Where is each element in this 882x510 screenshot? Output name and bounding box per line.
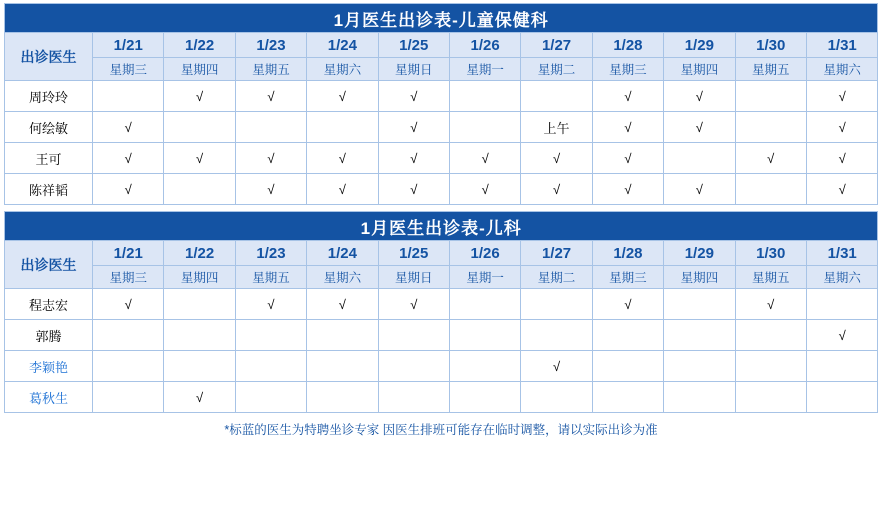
table-2-weekday-3: 星期六 [307, 266, 378, 289]
schedule-cell [735, 112, 806, 143]
footnote: *标蓝的医生为特聘坐诊专家 因医生排班可能存在临时调整，请以实际出诊为准 [224, 423, 658, 437]
schedule-cell: √ [521, 174, 592, 205]
schedule-cell [735, 174, 806, 205]
schedule-cell [592, 351, 663, 382]
table-1-weekday-7: 星期三 [592, 58, 663, 81]
schedule-cell: √ [806, 143, 878, 174]
table-2-date-3: 1/24 [307, 241, 378, 266]
table-2-date-5: 1/26 [449, 241, 520, 266]
schedule-cell: √ [592, 112, 663, 143]
schedule-cell [592, 320, 663, 351]
schedule-cell: √ [592, 289, 663, 320]
table-1-date-5: 1/26 [449, 33, 520, 58]
table-2-date-6: 1/27 [521, 241, 592, 266]
schedule-cell [235, 351, 306, 382]
schedule-cell [449, 112, 520, 143]
schedule-cell: √ [307, 289, 378, 320]
table-1-date-7: 1/28 [592, 33, 663, 58]
table-1-date-0: 1/21 [93, 33, 164, 58]
table-2-date-1: 1/22 [164, 241, 235, 266]
schedule-cell [307, 320, 378, 351]
schedule-cell: √ [307, 174, 378, 205]
schedule-cell: √ [235, 174, 306, 205]
schedule-cell: √ [806, 81, 878, 112]
schedule-cell [806, 289, 878, 320]
table-2-date-9: 1/30 [735, 241, 806, 266]
schedule-cell [449, 81, 520, 112]
schedule-cell: √ [378, 81, 449, 112]
schedule-cell: √ [378, 143, 449, 174]
schedule-cell: √ [93, 112, 164, 143]
table-1-title: 1月医生出诊表-儿童保健科 [5, 4, 878, 33]
schedule-cell [806, 382, 878, 413]
table-1-name-header: 出诊医生 [5, 33, 93, 81]
schedule-cell [449, 382, 520, 413]
table-row [5, 382, 878, 413]
table-2-name-header: 出诊医生 [5, 241, 93, 289]
schedule-cell: √ [235, 289, 306, 320]
schedule-cell [164, 112, 235, 143]
schedule-cell [164, 351, 235, 382]
schedule-cell [235, 320, 306, 351]
table-2-weekday-4: 星期日 [378, 266, 449, 289]
schedule-cell: √ [449, 143, 520, 174]
schedule-cell: √ [664, 112, 735, 143]
schedule-cell: √ [521, 143, 592, 174]
schedule-cell: √ [164, 382, 235, 413]
doctor-name: 李颖艳 [5, 351, 93, 382]
schedule-cell: √ [592, 81, 663, 112]
schedule-cell: √ [164, 81, 235, 112]
doctor-name: 何绘敏 [5, 112, 93, 143]
schedule-cell: √ [93, 143, 164, 174]
table-2-header-weekdays [5, 266, 878, 289]
table-1-weekday-3: 星期六 [307, 58, 378, 81]
doctor-name: 陈祥韬 [5, 174, 93, 205]
table-row [5, 320, 878, 351]
schedule-cell: √ [806, 174, 878, 205]
table-2-weekday-1: 星期四 [164, 266, 235, 289]
table-2-title: 1月医生出诊表-儿科 [5, 212, 878, 241]
table-1-date-8: 1/29 [664, 33, 735, 58]
schedule-cell [164, 320, 235, 351]
schedule-cell: √ [592, 143, 663, 174]
table-2-weekday-2: 星期五 [235, 266, 306, 289]
schedule-cell: 上午 [521, 112, 592, 143]
schedule-cell: √ [806, 320, 878, 351]
schedule-cell [664, 382, 735, 413]
schedule-cell [164, 289, 235, 320]
table-1-date-6: 1/27 [521, 33, 592, 58]
table-2-date-0: 1/21 [93, 241, 164, 266]
table-1-date-4: 1/25 [378, 33, 449, 58]
schedule-cell [735, 351, 806, 382]
schedule-cell: √ [235, 143, 306, 174]
schedule-cell [735, 320, 806, 351]
table-1-weekday-2: 星期五 [235, 58, 306, 81]
schedule-table-1 [4, 3, 878, 205]
table-1-weekday-4: 星期日 [378, 58, 449, 81]
schedule-cell [93, 320, 164, 351]
schedule-cell [307, 382, 378, 413]
table-row [5, 174, 878, 205]
schedule-cell [664, 143, 735, 174]
table-2-weekday-6: 星期二 [521, 266, 592, 289]
table-2-title-row [5, 212, 878, 241]
table-2-weekday-7: 星期三 [592, 266, 663, 289]
schedule-cell [521, 382, 592, 413]
table-row [5, 112, 878, 143]
table-2-weekday-8: 星期四 [664, 266, 735, 289]
table-row [5, 351, 878, 382]
schedule-cell [806, 351, 878, 382]
schedule-cell [521, 81, 592, 112]
table-2-date-2: 1/23 [235, 241, 306, 266]
schedule-cell [93, 81, 164, 112]
table-2-date-7: 1/28 [592, 241, 663, 266]
table-1-weekday-0: 星期三 [93, 58, 164, 81]
schedule-cell [521, 320, 592, 351]
schedule-cell: √ [521, 351, 592, 382]
table-row [5, 143, 878, 174]
table-2-date-8: 1/29 [664, 241, 735, 266]
schedule-cell [93, 351, 164, 382]
schedule-cell [664, 351, 735, 382]
schedule-cell [521, 289, 592, 320]
schedule-cell [449, 320, 520, 351]
doctor-name: 王可 [5, 143, 93, 174]
table-2-header-dates [5, 241, 878, 266]
table-1-date-2: 1/23 [235, 33, 306, 58]
schedule-cell: √ [735, 143, 806, 174]
schedule-cell [449, 289, 520, 320]
table-1-header-dates [5, 33, 878, 58]
schedule-cell [235, 112, 306, 143]
schedule-cell: √ [378, 112, 449, 143]
table-1-header-weekdays [5, 58, 878, 81]
schedule-cell [235, 382, 306, 413]
table-2-date-10: 1/31 [806, 241, 878, 266]
table-row [5, 81, 878, 112]
table-1-weekday-8: 星期四 [664, 58, 735, 81]
table-1-weekday-9: 星期五 [735, 58, 806, 81]
table-1-weekday-5: 星期一 [449, 58, 520, 81]
schedule-cell: √ [235, 81, 306, 112]
table-1-weekday-10: 星期六 [806, 58, 878, 81]
schedule-cell [378, 351, 449, 382]
schedule-cell [378, 382, 449, 413]
table-1-date-10: 1/31 [806, 33, 878, 58]
schedule-cell [664, 320, 735, 351]
table-2-weekday-9: 星期五 [735, 266, 806, 289]
schedule-cell [735, 81, 806, 112]
table-1-weekday-1: 星期四 [164, 58, 235, 81]
doctor-name: 周玲玲 [5, 81, 93, 112]
table-1-weekday-6: 星期二 [521, 58, 592, 81]
schedule-cell: √ [378, 289, 449, 320]
schedule-cell: √ [806, 112, 878, 143]
schedule-cell [307, 112, 378, 143]
schedule-cell: √ [664, 174, 735, 205]
schedule-cell [735, 382, 806, 413]
schedule-cell: √ [664, 81, 735, 112]
table-1-date-1: 1/22 [164, 33, 235, 58]
table-row [5, 289, 878, 320]
table-2-weekday-10: 星期六 [806, 266, 878, 289]
schedule-cell: √ [449, 174, 520, 205]
schedule-cell: √ [164, 143, 235, 174]
table-2-weekday-0: 星期三 [93, 266, 164, 289]
doctor-name: 葛秋生 [5, 382, 93, 413]
table-1-date-9: 1/30 [735, 33, 806, 58]
schedule-cell: √ [93, 174, 164, 205]
schedule-table-2 [4, 211, 878, 413]
schedule-cell [164, 174, 235, 205]
table-1-date-3: 1/24 [307, 33, 378, 58]
schedule-cell [449, 351, 520, 382]
schedule-cell: √ [307, 81, 378, 112]
schedule-cell: √ [378, 174, 449, 205]
table-2-date-4: 1/25 [378, 241, 449, 266]
doctor-name: 郭腾 [5, 320, 93, 351]
doctor-name: 程志宏 [5, 289, 93, 320]
schedule-cell: √ [307, 143, 378, 174]
schedule-cell: √ [592, 174, 663, 205]
schedule-cell: √ [735, 289, 806, 320]
schedule-cell [307, 351, 378, 382]
table-2-weekday-5: 星期一 [449, 266, 520, 289]
schedule-cell [378, 320, 449, 351]
schedule-cell: √ [93, 289, 164, 320]
schedule-cell [93, 382, 164, 413]
schedule-cell [592, 382, 663, 413]
table-1-title-row [5, 4, 878, 33]
schedule-cell [664, 289, 735, 320]
